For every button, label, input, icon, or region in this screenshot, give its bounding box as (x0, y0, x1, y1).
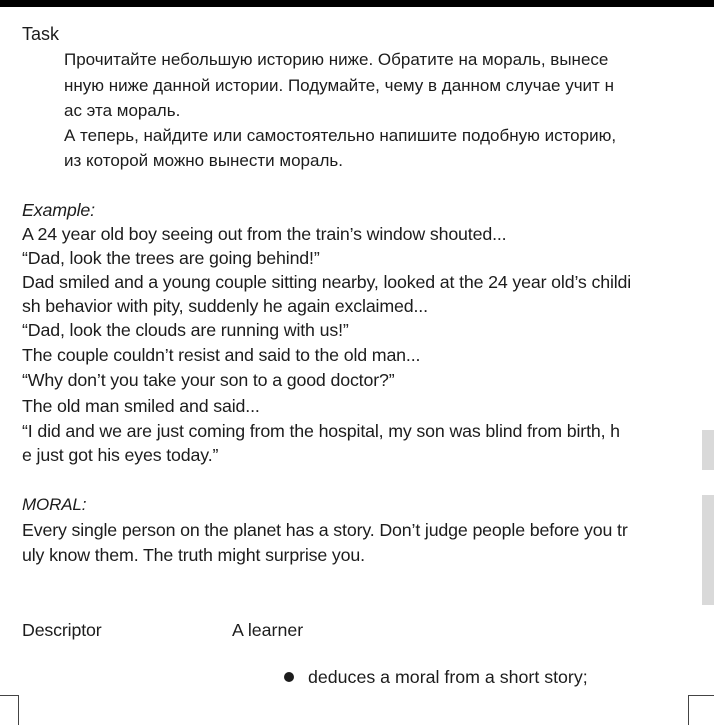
example-line: sh behavior with pity, suddenly he again exclaimed... (22, 296, 428, 316)
example-line: Dad smiled and a young couple sitting nearby, looked at the 24 year old’s childi (22, 272, 632, 292)
example-line: A 24 year old boy seeing out from the train’s window shouted... (22, 224, 507, 244)
descriptor-bullet: deduces a moral from a short story; (308, 667, 588, 687)
example-line: e just got his eyes today.” (22, 445, 219, 465)
example-heading: Example: (22, 200, 95, 220)
task-line: нную ниже данной истории. Подумайте, чему в данном случае учит н (64, 76, 614, 95)
learner-label: A learner (232, 620, 304, 640)
task-line: из которой можно вынести мораль. (64, 151, 343, 170)
descriptor-label: Descriptor (22, 620, 102, 640)
page-corner-left (0, 695, 19, 725)
task-line: ас эта мораль. (64, 101, 181, 120)
example-line: “Dad, look the trees are going behind!” (22, 248, 320, 268)
moral-line: Every single person on the planet has a story. Don’t judge people before you tr (22, 520, 628, 540)
example-line: The old man smiled and said... (22, 396, 260, 416)
top-bar (0, 0, 714, 7)
task-line: Прочитайте небольшую историю ниже. Обратите на мораль, вынесе (64, 50, 609, 69)
example-line: The couple couldn’t resist and said to the old man... (22, 345, 421, 365)
task-title: Task (22, 24, 60, 44)
moral-line: uly know them. The truth might surprise you. (22, 545, 365, 565)
example-line: “Why don’t you take your son to a good doctor?” (22, 370, 395, 390)
task-line: А теперь, найдите или самостоятельно напишите подобную историю, (64, 126, 617, 145)
page-corner-right (688, 695, 714, 725)
example-line: “I did and we are just coming from the hospital, my son was blind from birth, h (22, 421, 620, 441)
example-line: “Dad, look the clouds are running with us!” (22, 320, 349, 340)
bullet-icon (284, 672, 294, 682)
scrollbar-edge[interactable] (702, 495, 714, 605)
scrollbar-edge[interactable] (702, 430, 714, 470)
moral-heading: MORAL: (22, 495, 87, 514)
